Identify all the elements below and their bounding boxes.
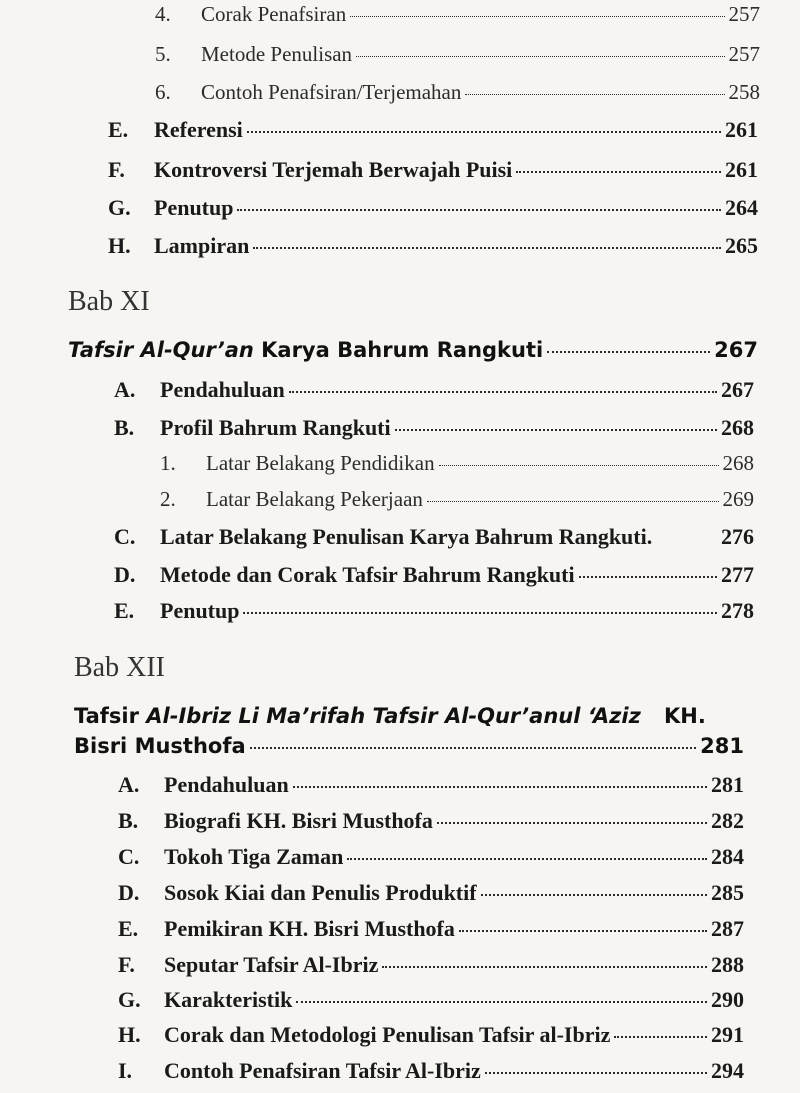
toc-section-letter: I. <box>118 1058 133 1083</box>
toc-section-letter: C. <box>118 844 140 869</box>
chapter-title-italic: Tafsir Al-Qur’an <box>68 338 254 362</box>
toc-subitem-title: Latar Belakang Pekerjaan <box>206 487 423 511</box>
toc-page-number: 264 <box>725 195 758 220</box>
toc-section-title: Pendahuluan <box>164 772 289 797</box>
toc-page-number: 276 <box>721 524 754 549</box>
toc-section-letter: D. <box>114 562 136 587</box>
chapter-title-italic: Al-Ibriz Li Ma’rifah Tafsir Al-Qur’anul ‘Aziz <box>146 704 641 728</box>
toc-section-letter: G. <box>108 195 131 220</box>
leader-dots <box>237 209 721 211</box>
toc-page-number: 261 <box>725 117 758 142</box>
toc-section <box>108 195 758 229</box>
toc-section <box>118 1058 744 1092</box>
toc-section-title: Metode dan Corak Tafsir Bahrum Rangkuti <box>160 562 575 587</box>
toc-page-number: 288 <box>711 952 744 977</box>
leader-dots <box>382 966 707 968</box>
chapter-title-row <box>68 338 758 372</box>
toc-section-title: Latar Belakang Penulisan Karya Bahrum Rangkuti. <box>160 524 653 549</box>
toc-page-number: 281 <box>700 734 744 758</box>
toc-section-letter: D. <box>118 880 140 905</box>
toc-section <box>118 772 744 806</box>
toc-page-number: 281 <box>711 772 744 797</box>
toc-section <box>108 157 758 191</box>
toc-subitem <box>155 2 760 36</box>
leader-dots <box>516 171 721 173</box>
toc-section <box>118 880 744 914</box>
chapter-title-line1-end: KH. <box>664 704 706 728</box>
toc-page-number: 287 <box>711 916 744 941</box>
chapter-title <box>68 338 543 362</box>
leader-dots <box>437 822 707 824</box>
toc-section <box>118 844 744 878</box>
leader-dots <box>347 858 707 860</box>
toc-page-number: 282 <box>711 808 744 833</box>
toc-section <box>114 524 754 558</box>
toc-section-title: Sosok Kiai dan Penulis Produktif <box>164 880 477 905</box>
toc-section-title: Referensi <box>154 117 243 142</box>
toc-section-title: Contoh Penafsiran Tafsir Al-Ibriz <box>164 1058 481 1083</box>
toc-section <box>114 415 754 449</box>
chapter-title-rest: Karya Bahrum Rangkuti <box>253 338 544 362</box>
toc-section-letter: A. <box>118 772 140 797</box>
leader-dots <box>247 131 721 133</box>
leader-dots <box>289 391 717 393</box>
toc-page-number: 294 <box>711 1058 744 1083</box>
toc-subitem-title: Contoh Penafsiran/Terjemahan <box>201 80 462 104</box>
leader-dots <box>459 930 707 932</box>
toc-page-number: 278 <box>721 598 754 623</box>
toc-section-letter: F. <box>118 952 135 977</box>
toc-section <box>118 952 744 986</box>
toc-subitem-title: Corak Penafsiran <box>201 2 347 26</box>
leader-dots <box>356 56 724 57</box>
toc-page-number: 258 <box>728 80 760 104</box>
toc-section <box>108 233 758 267</box>
leader-dots <box>465 94 724 95</box>
toc-page-number: 277 <box>721 562 754 587</box>
toc-section-title: Karakteristik <box>164 987 293 1012</box>
toc-page-number: 257 <box>728 2 760 26</box>
toc-subitem-title: Latar Belakang Pendidikan <box>206 451 435 475</box>
toc-section <box>118 1022 744 1056</box>
toc-section-title: Kontroversi Terjemah Berwajah Puisi <box>154 157 513 182</box>
leader-dots <box>485 1072 707 1074</box>
toc-section-title: Tokoh Tiga Zaman <box>164 844 344 869</box>
chapter-title-row <box>74 734 744 768</box>
chapter-title-plain: Tafsir <box>74 704 147 728</box>
toc-page-number: 267 <box>721 377 754 402</box>
toc-subitem-number: 4. <box>155 2 171 26</box>
toc-section-letter: B. <box>118 808 139 833</box>
toc-section <box>114 598 754 632</box>
toc-page-number: 284 <box>711 844 744 869</box>
toc-section-letter: H. <box>118 1022 141 1047</box>
leader-dots <box>481 894 707 896</box>
leader-dots <box>293 786 707 788</box>
toc-page-number: 290 <box>711 987 744 1012</box>
toc-section-title: Pendahuluan <box>160 377 285 402</box>
toc-section-letter: H. <box>108 233 131 258</box>
leader-dots <box>439 465 719 466</box>
leader-dots <box>547 351 710 353</box>
toc-page-number: 265 <box>725 233 758 258</box>
toc-page-number: 261 <box>725 157 758 182</box>
toc-section-title: Biografi KH. Bisri Musthofa <box>164 808 433 833</box>
leader-dots <box>253 247 721 249</box>
toc-section-title: Pemikiran KH. Bisri Musthofa <box>164 916 455 941</box>
toc-subitem-number: 1. <box>160 451 176 475</box>
leader-dots <box>250 747 697 749</box>
toc-subitem-number: 5. <box>155 42 171 66</box>
toc-section <box>114 562 754 596</box>
toc-page-number: 268 <box>722 451 754 475</box>
leader-dots <box>296 1001 707 1003</box>
toc-section-letter: E. <box>118 916 139 941</box>
leader-dots <box>427 501 719 502</box>
chapter-label: Bab XII <box>74 652 165 683</box>
toc-section-letter: B. <box>114 415 135 440</box>
toc-page-number: 291 <box>711 1022 744 1047</box>
toc-subitem-number: 6. <box>155 80 171 104</box>
toc-section-letter: A. <box>114 377 136 402</box>
toc-page-number: 285 <box>711 880 744 905</box>
toc-section-letter: E. <box>108 117 129 142</box>
toc-section-letter: C. <box>114 524 136 549</box>
toc-section-letter: G. <box>118 987 141 1012</box>
chapter-title-line2: Bisri Musthofa <box>74 734 246 758</box>
toc-subitem <box>155 80 760 114</box>
leader-dots <box>350 16 724 17</box>
toc-page-number: 257 <box>728 42 760 66</box>
toc-section-title: Profil Bahrum Rangkuti <box>160 415 391 440</box>
leader-dots <box>243 612 717 614</box>
toc-section <box>118 987 744 1021</box>
toc-page-number: 268 <box>721 415 754 440</box>
chapter-label: Bab XI <box>68 286 150 317</box>
toc-section-title: Penutup <box>154 195 234 220</box>
chapter-title-line1 <box>74 704 641 728</box>
toc-section-title: Penutup <box>160 598 240 623</box>
toc-subitem <box>160 451 754 485</box>
toc-section-title: Seputar Tafsir Al-Ibriz <box>164 952 379 977</box>
toc-section <box>118 916 744 950</box>
toc-page-number: 267 <box>714 338 758 362</box>
leader-dots <box>579 576 717 578</box>
toc-section <box>118 808 744 842</box>
toc-section-letter: E. <box>114 598 135 623</box>
toc-subitem-number: 2. <box>160 487 176 511</box>
toc-subitem <box>155 42 760 76</box>
toc-section-title: Lampiran <box>154 233 250 258</box>
toc-section-title: Corak dan Metodologi Penulisan Tafsir al-Ibriz <box>164 1022 611 1047</box>
toc-section <box>114 377 754 411</box>
toc-page-number: 269 <box>722 487 754 511</box>
toc-subitem-title: Metode Penulisan <box>201 42 353 66</box>
leader-dots <box>395 429 717 431</box>
toc-section <box>108 117 758 151</box>
leader-dots <box>614 1036 707 1038</box>
toc-section-letter: F. <box>108 157 125 182</box>
toc-subitem <box>160 487 754 521</box>
